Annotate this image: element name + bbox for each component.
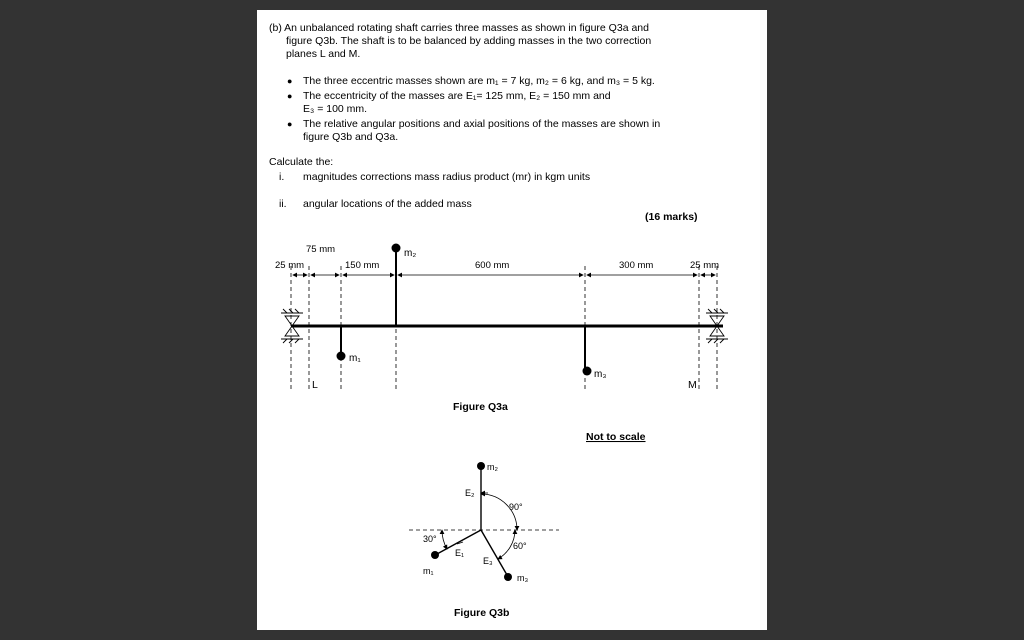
bullet-2-line-2: E₃ = 100 mm.: [303, 103, 368, 115]
bullet-dot: ●: [287, 76, 293, 86]
dim-75mm: 75 mm: [306, 244, 336, 255]
item-1-text: magnitudes corrections mass radius product (mr) in kgm units: [303, 171, 591, 183]
item-2-number: ii.: [279, 198, 287, 210]
bullet-3-line-1: The relative angular positions and axial positions of the masses are shown in: [303, 118, 661, 130]
dim-25mm-right: 25 mm: [690, 260, 720, 271]
figures-drawing: [257, 10, 767, 630]
dim-25mm-left: 25 mm: [275, 260, 305, 271]
q3b-m2-label: m₂: [487, 462, 498, 472]
question-line-3: planes L and M.: [286, 48, 361, 60]
angle-90-arc: [481, 494, 517, 530]
bullet-2-line-1: The eccentricity of the masses are E₁= 125 mm, E₂ = 150 mm and: [303, 90, 611, 102]
angle-90-label: 90°: [509, 502, 523, 512]
angle-30-arc: [442, 530, 447, 549]
e2-label: E₂: [465, 488, 475, 498]
figure-q3b: [409, 462, 559, 619]
dim-150mm: 150 mm: [345, 260, 380, 271]
figure-q3a: [275, 244, 728, 444]
q3b-m1-mass: [431, 551, 439, 559]
bullet-dot: ●: [287, 119, 293, 129]
q3b-m3-label: m₃: [517, 573, 529, 583]
calculate-heading: Calculate the:: [269, 156, 334, 168]
m1-mass: [337, 352, 346, 361]
e1-label: E₁: [455, 548, 465, 558]
q3b-m1-label: m₁: [423, 566, 434, 576]
m2-label: m₂: [404, 248, 417, 259]
m1-label: m₁: [349, 353, 361, 364]
item-2-text: angular locations of the added mass: [303, 198, 472, 210]
figure-q3b-caption: Figure Q3b: [454, 607, 510, 619]
plane-l-label: L: [312, 379, 318, 391]
question-line-1: (b) An unbalanced rotating shaft carries three masses as shown in figure Q3a and: [269, 22, 649, 34]
figure-q3a-caption: Figure Q3a: [453, 401, 508, 413]
bullet-1-line-1: The three eccentric masses shown are m₁ = 7 kg, m₂ = 6 kg, and m₃ = 5 kg.: [303, 75, 655, 87]
item-1-number: i.: [279, 171, 285, 183]
dim-300mm: 300 mm: [619, 260, 654, 271]
m2-mass: [392, 244, 401, 253]
plane-m-label: M: [688, 379, 697, 391]
m3-label: m₃: [594, 369, 607, 380]
bullet-3-line-2: figure Q3b and Q3a.: [303, 131, 399, 143]
angle-30-label: 30°: [423, 534, 437, 544]
bullet-dot: ●: [287, 91, 293, 101]
document-page: [257, 10, 767, 630]
q3b-m2-mass: [477, 462, 485, 470]
dim-600mm: 600 mm: [475, 260, 510, 271]
m3-vector: [481, 530, 507, 575]
angle-60-label: 60°: [513, 541, 527, 551]
q3b-m3-mass: [504, 573, 512, 581]
marks-label: (16 marks): [645, 211, 698, 223]
m3-mass: [583, 367, 592, 376]
e3-label: E₃: [483, 556, 493, 566]
not-to-scale-note: Not to scale: [586, 431, 646, 443]
question-line-2: figure Q3b. The shaft is to be balanced by adding masses in the two correction: [286, 35, 652, 47]
reference-lines: [291, 266, 717, 392]
